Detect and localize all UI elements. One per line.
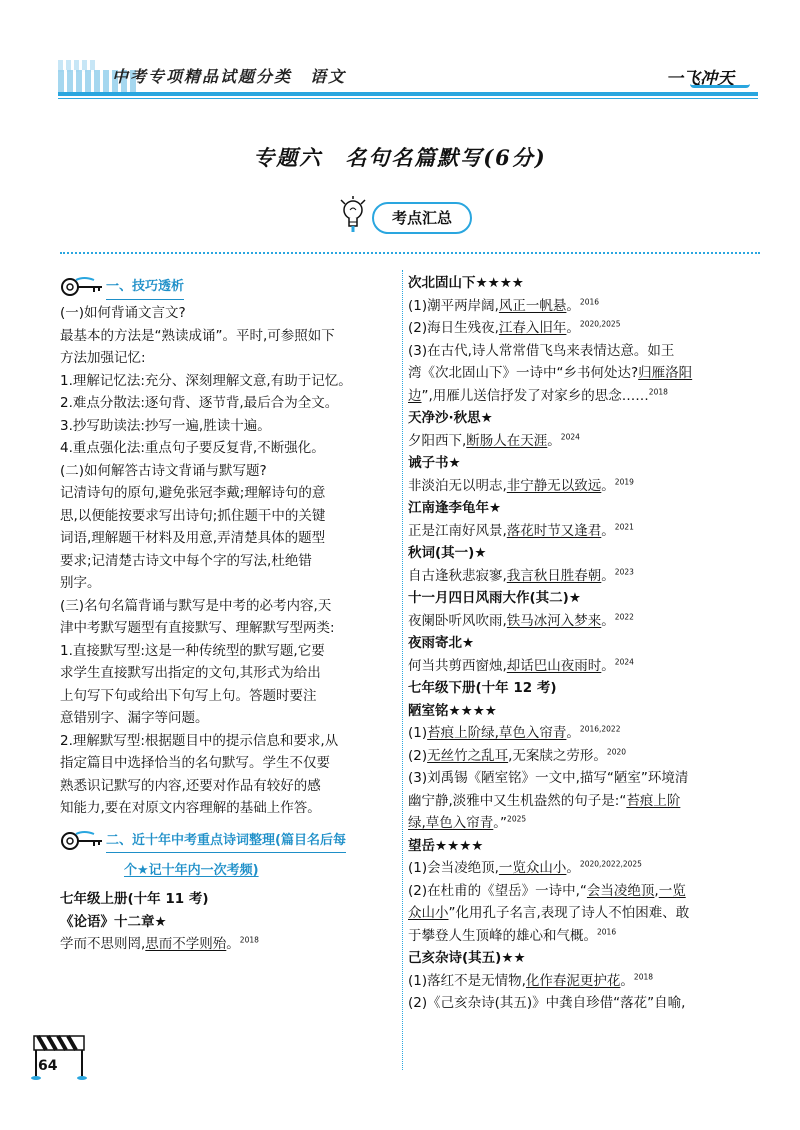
exam-year: 2016 xyxy=(579,297,600,306)
divider xyxy=(60,252,760,254)
body-line: (三)名句名篇背诵与默写是中考的必考内容,天 xyxy=(60,597,332,614)
body-line: 1.直接默写型:这是一种传统型的默写题,它要 xyxy=(60,642,325,659)
verse-text: 湾《次北固山下》一诗中“乡书何处达? xyxy=(408,365,639,381)
body-line: (二)如何解答古诗文背诵与默写题? xyxy=(60,462,267,479)
body-line: 1.理解记忆法:充分、深刻理解文意,有助于记忆。 xyxy=(60,372,352,389)
verse-text: , xyxy=(654,882,659,899)
exam-year: 2024 xyxy=(614,657,634,666)
verse-text: 非淡泊无以明志, xyxy=(408,477,507,494)
verse-text: 夕阳西下, xyxy=(408,432,467,449)
answer-text: 断肠人在天涯 xyxy=(466,432,548,449)
verse-text: 幽宁静,淡雅中又生机盎然的句子是:“ xyxy=(408,792,627,809)
question-text: (3)刘禹锡《陋室铭》一文中,描写“陋室”环境清 xyxy=(408,770,689,786)
body-line: 词语,理解题干材料及用意,弄清楚具体的题型 xyxy=(60,530,326,546)
body-line: 意错别字、漏字等问题。 xyxy=(60,710,209,726)
left-column xyxy=(60,272,395,956)
verse-line xyxy=(408,565,750,588)
poem-title: 天净沙·秋思★ xyxy=(408,410,493,426)
exam-year: 2020,2025 xyxy=(579,319,621,329)
page-number-badge xyxy=(28,1032,88,1082)
verse-text: 。 xyxy=(566,297,580,314)
question-text: (3)在古代,诗人常常借飞鸟来表情达意。如王 xyxy=(408,342,675,359)
section-title: 一、技巧透析 xyxy=(106,276,184,300)
column-divider xyxy=(402,270,403,1070)
exam-year: 2023 xyxy=(614,567,634,576)
page-number: 64 xyxy=(38,1058,58,1074)
body-line: 求学生直接默写出指定的文句,其形式为给出 xyxy=(60,665,321,681)
verse-text: ,无案牍之劳形。 xyxy=(508,747,607,764)
exam-year: 2018 xyxy=(633,972,654,981)
answer-text: 风正一帆悬 xyxy=(498,297,567,314)
poem-title: 十一月四日风雨大作(其二)★ xyxy=(408,590,581,606)
page-title: 专题六 名句名篇默写(6分) xyxy=(253,145,547,170)
question-text xyxy=(408,362,750,385)
lightbulb-icon xyxy=(338,196,368,236)
answer-text: 化作春泥更护花 xyxy=(525,972,621,989)
verse-line xyxy=(408,722,750,745)
header-title: 中考专项精品试题分类 语文 xyxy=(112,67,347,86)
flag-icon xyxy=(28,1032,88,1082)
exam-year: 2021 xyxy=(614,522,634,531)
exam-year: 2020,2022,2025 xyxy=(579,859,642,869)
verse-text: 。 xyxy=(566,725,580,741)
body-line: 记清诗句的原句,避免张冠李戴;理解诗句的意 xyxy=(60,485,326,501)
verse-line xyxy=(408,520,750,543)
verse-text: 。 xyxy=(601,657,615,674)
poem-title: 江南逢李龟年★ xyxy=(408,500,502,516)
verse-text: ”,用雁儿送信抒发了对家乡的思念…… xyxy=(421,387,649,404)
exam-year: 2025 xyxy=(507,814,527,824)
body-line: 3.抄写助读法:抄写一遍,胜读十遍。 xyxy=(60,417,271,434)
verse-line xyxy=(408,970,750,993)
badge-label: 考点汇总 xyxy=(372,202,472,234)
answer-text: 我言秋日胜春朝 xyxy=(506,567,602,584)
answer-text: 思而不学则殆 xyxy=(145,936,227,952)
body-line: 指定篇目中选择恰当的名句默写。学生不仅要 xyxy=(60,755,330,771)
poem-title: 己亥杂诗(其五)★★ xyxy=(408,950,526,966)
body-line: 4.重点强化法:重点句子要反复背,不断强化。 xyxy=(60,440,325,456)
verse-line xyxy=(408,655,750,678)
exam-year: 2020 xyxy=(606,747,627,756)
verse-text: 何当共剪西窗烛, xyxy=(408,657,507,674)
right-column xyxy=(408,272,750,1015)
body-line: 要求;记清楚古诗文中每个字的写法,杜绝错 xyxy=(60,552,312,569)
verse-text: 。 xyxy=(601,522,615,539)
exam-year: 2018 xyxy=(239,935,259,945)
verse-text: (1)潮平两岸阔, xyxy=(408,297,499,314)
verse-line xyxy=(408,745,750,768)
verse-text: 。 xyxy=(566,320,580,336)
header-brand: 一飞冲天 xyxy=(666,69,734,89)
answer-text: 归雁洛阳 xyxy=(638,365,693,381)
answer-text: 绿,草色入帘青 xyxy=(408,815,494,831)
body-line: 知能力,要在对原文内容理解的基础上作答。 xyxy=(60,800,321,816)
verse-line xyxy=(408,317,750,340)
page-header xyxy=(0,0,800,100)
verse-text: 。 xyxy=(601,612,615,629)
key-icon xyxy=(60,830,104,852)
question-text xyxy=(408,790,750,813)
answer-text: 落花时节又逢君 xyxy=(506,522,602,539)
poem-title: 望岳★★★★ xyxy=(408,837,484,854)
exam-year: 2016,2022 xyxy=(579,724,621,734)
verse-text: 。” xyxy=(493,815,508,831)
poem-title: 《论语》十二章★ xyxy=(60,913,167,930)
question-text xyxy=(408,880,750,903)
question-text xyxy=(408,385,750,408)
answer-text: 苔痕上阶绿,草色入帘青 xyxy=(427,725,567,741)
body-line: 思,以便能按要求写出诗句;抓住题干中的关键 xyxy=(60,507,326,524)
poem-title: 诫子书★ xyxy=(408,455,461,471)
question-text xyxy=(408,925,750,948)
verse-text: 正是江南好风景, xyxy=(408,522,507,539)
answer-text: 江春入旧年 xyxy=(498,320,567,336)
exam-year: 2019 xyxy=(614,477,634,486)
body-line: 别字。 xyxy=(60,575,101,591)
verse-text: 。 xyxy=(620,972,634,989)
answer-text: 非宁静无以致远 xyxy=(506,477,602,494)
verse-text: 学而不思则罔, xyxy=(60,936,146,952)
poem-title: 夜雨寄北★ xyxy=(408,635,475,651)
question-text xyxy=(408,812,750,835)
verse-text: (2) xyxy=(408,747,428,764)
poem-title: 次北固山下★★★★ xyxy=(408,275,524,291)
verse-line xyxy=(408,295,750,318)
verse-text: 夜阑卧听风吹雨, xyxy=(408,612,507,629)
verse-text: (1)落红不是无情物, xyxy=(408,972,526,989)
body-line: 2.理解默写型:根据题目中的提示信息和要求,从 xyxy=(60,732,339,749)
answer-text: 会当凌绝顶 xyxy=(586,882,655,899)
verse-text: 。 xyxy=(566,860,580,876)
verse-text: 。 xyxy=(601,477,615,494)
verse-text: (2)海日生残夜, xyxy=(408,320,499,336)
verse-text: 。 xyxy=(547,432,561,449)
verse-line xyxy=(408,430,750,453)
answer-text: 一览众山小 xyxy=(498,860,567,876)
verse-text: (2)在杜甫的《望岳》一诗中,“ xyxy=(408,882,587,899)
exam-year: 2018 xyxy=(648,387,668,396)
key-icon xyxy=(60,276,104,298)
verse-text: (1) xyxy=(408,725,428,741)
section-heading-2 xyxy=(60,826,395,860)
header-rule xyxy=(58,92,758,96)
body-line: 方法加强记忆: xyxy=(60,350,146,366)
exam-year: 2024 xyxy=(560,432,580,441)
section-title-cont xyxy=(60,860,395,883)
question-text: (2)《己亥杂诗(其五)》中龚自珍借“落花”自喻, xyxy=(408,995,686,1011)
answer-text: 边 xyxy=(408,387,422,404)
verse-text: 自古逢秋悲寂寥, xyxy=(408,567,507,584)
body-line: 津中考默写题型有直接默写、理解默写型两类: xyxy=(60,620,335,636)
poem-title: 陋室铭★★★★ xyxy=(408,702,497,719)
section-title: 二、近十年中考重点诗词整理(篇目名后每 xyxy=(106,830,346,854)
brand-swoosh xyxy=(690,84,750,88)
body-line: 熟悉识记默写的内容,还要对作品有较好的感 xyxy=(60,777,321,794)
verse-line xyxy=(60,933,395,956)
body-line: 上句写下句或给出下句写上句。答题时要注 xyxy=(60,687,317,704)
verse-text: ”化用孔子名言,表现了诗人不怕困难、敢 xyxy=(448,905,690,921)
answer-text: 却话巴山夜雨时 xyxy=(506,657,602,674)
verse-line xyxy=(408,610,750,633)
header-rule-thin xyxy=(58,98,758,99)
section-title-text: 个★记十年内一次考频) xyxy=(124,862,259,878)
answer-text: 铁马冰河入梦来 xyxy=(506,612,602,629)
answer-text: 众山小 xyxy=(408,905,449,921)
verse-text: 。 xyxy=(601,567,615,584)
verse-line xyxy=(408,475,750,498)
poem-title: 秋词(其一)★ xyxy=(408,545,487,561)
verse-text: 。 xyxy=(226,936,240,952)
verse-line xyxy=(408,857,750,880)
body-line: (一)如何背诵文言文? xyxy=(60,305,186,321)
body-line: 2.难点分散法:逐句背、逐节背,最后合为全文。 xyxy=(60,395,339,411)
answer-text: 一览 xyxy=(658,882,686,899)
section-badge xyxy=(338,196,478,240)
verse-text: (1)会当凌绝顶, xyxy=(408,860,499,876)
answer-text: 苔痕上阶 xyxy=(626,792,681,809)
exam-year: 2016 xyxy=(597,927,617,936)
question-text xyxy=(408,902,750,925)
grade-heading: 七年级下册(十年 12 考) xyxy=(408,680,557,696)
answer-text: 无丝竹之乱耳 xyxy=(427,747,509,764)
section-heading-1 xyxy=(60,272,395,302)
grade-heading: 七年级上册(十年 11 考) xyxy=(60,891,209,907)
exam-year: 2022 xyxy=(614,612,634,621)
body-line: 最基本的方法是“熟读成诵”。平时,可参照如下 xyxy=(60,327,335,344)
left-body xyxy=(60,302,395,820)
verse-text: 于攀登人生顶峰的雄心和气概。 xyxy=(408,927,597,944)
